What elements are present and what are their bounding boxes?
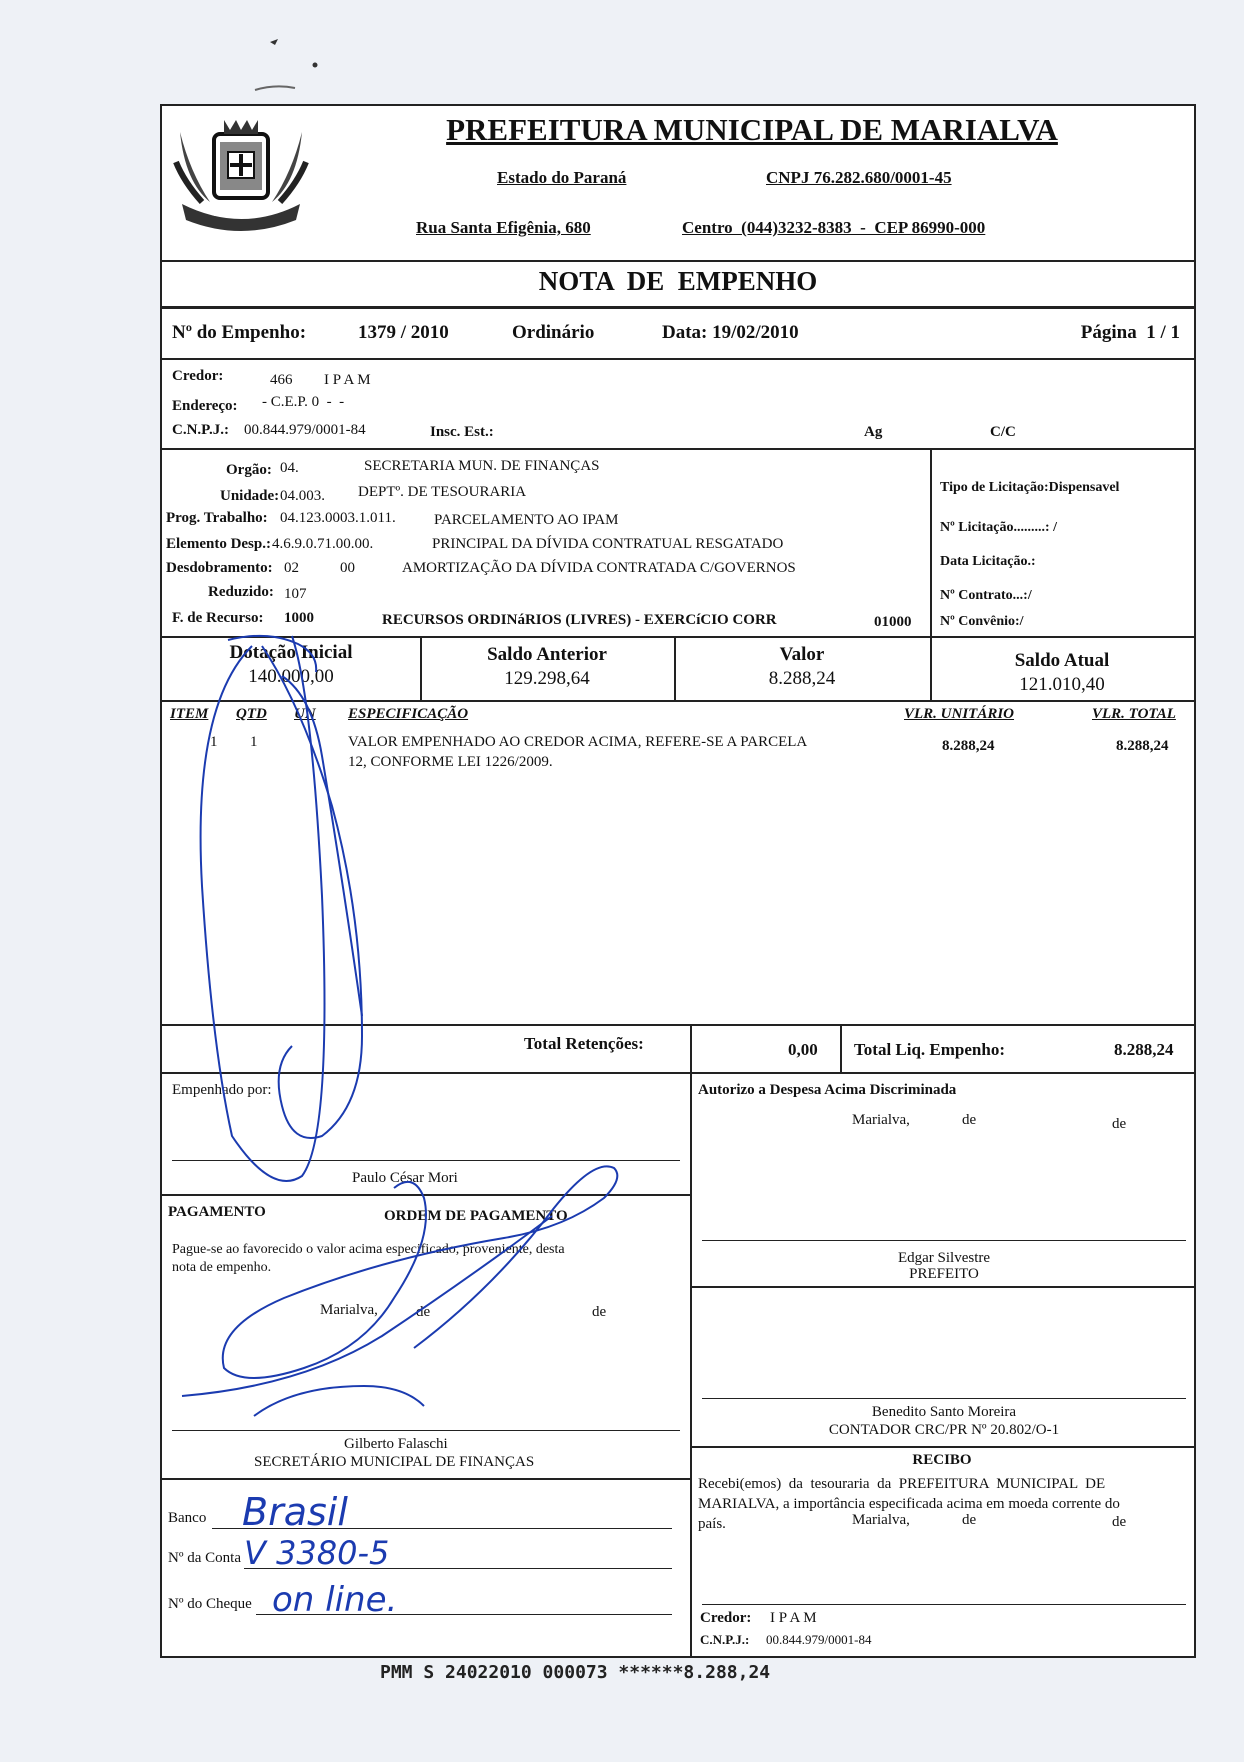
recurso-label: F. de Recurso:: [172, 610, 264, 626]
dotacao-label: Dotação Inicial: [229, 642, 353, 663]
autorizo-de-2: de: [1112, 1116, 1127, 1132]
pagamento-label: PAGAMENTO: [168, 1204, 266, 1220]
contador-role: CONTADOR CRC/PR Nº 20.802/O-1: [828, 1422, 1060, 1438]
nota-de-empenho-document: [160, 104, 1196, 1658]
numero-convenio: Nº Convênio:/: [940, 614, 1024, 629]
recibo-de-1: de: [962, 1512, 977, 1528]
district-phone-cep: Centro (044)3232-8383 - CEP 86990-000: [682, 218, 986, 237]
autorizo-label: Autorizo a Despesa Acima Discriminada: [698, 1082, 957, 1098]
prefeito-name: Edgar Silvestre: [897, 1250, 991, 1266]
empenho-type: Ordinário: [512, 322, 595, 343]
ag-label: Ag: [864, 424, 883, 440]
recibo-de-2: de: [1112, 1514, 1127, 1530]
pagamento-text-line-1: Pague-se ao favorecido o valor acima especificado, proveniente, desta: [172, 1242, 565, 1257]
recibo-credor-label: Credor:: [700, 1610, 752, 1626]
empenhado-por-name: Paulo César Mori: [352, 1170, 458, 1186]
ink-signatures: [162, 106, 1194, 1656]
contador-name: Benedito Santo Moreira: [871, 1404, 1017, 1420]
recibo-cnpj-label: C.N.P.J.:: [700, 1632, 750, 1647]
recurso-code-2: 01000: [874, 614, 912, 630]
page-title: PREFEITURA MUNICIPAL DE MARIALVA: [446, 112, 1058, 147]
data-licitacao: Data Licitação.:: [940, 554, 1036, 569]
insc-est-label: Insc. Est.:: [430, 424, 494, 440]
page-number: Página 1 / 1: [1080, 322, 1180, 343]
reduzido-label: Reduzido:: [208, 584, 274, 600]
credor-label: Credor:: [172, 368, 224, 384]
empenhado-por-label: Empenhado por:: [172, 1082, 272, 1098]
orgao-label: Orgão:: [226, 462, 272, 478]
col-un: UN: [294, 706, 316, 722]
elemento-code: 4.6.9.0.71.00.00.: [272, 536, 374, 552]
cheque-label: Nº do Cheque: [168, 1596, 252, 1612]
secretario-name: Gilberto Falaschi: [344, 1436, 448, 1452]
saldo-atual-label: Saldo Atual: [1014, 650, 1110, 671]
ordem-pagamento-label: ORDEM DE PAGAMENTO: [384, 1208, 568, 1224]
item-spec-line-1: VALOR EMPENHADO AO CREDOR ACIMA, REFERE-SE A PARCELA: [348, 734, 808, 750]
elemento-name: PRINCIPAL DA DÍVIDA CONTRATUAL RESGATADO: [432, 536, 784, 552]
dotacao-value: 140.000,00: [248, 666, 334, 687]
saldo-anterior-label: Saldo Anterior: [487, 644, 607, 665]
item-number: 1: [210, 734, 218, 750]
pagamento-de-1: de: [416, 1304, 431, 1320]
credor-cnpj: 00.844.979/0001-84: [244, 422, 366, 438]
cc-label: C/C: [990, 424, 1016, 440]
col-vlr-unitario: VLR. UNITÁRIO: [904, 706, 1015, 722]
recibo-credor-name: I P A M: [770, 1610, 817, 1626]
address-prefeitura: Rua Santa Efigênia, 680: [416, 218, 591, 237]
autorizo-place: Marialva,: [852, 1112, 910, 1128]
prog-label: Prog. Trabalho:: [166, 510, 268, 526]
item-qtd: 1: [250, 734, 258, 750]
orgao-name: SECRETARIA MUN. DE FINANÇAS: [364, 458, 600, 474]
banco-handwritten: Brasil: [242, 1490, 348, 1534]
paper-specks: [240, 30, 360, 100]
liquido-value: 8.288,24: [1114, 1040, 1174, 1059]
retencoes-label: Total Retenções:: [524, 1034, 644, 1053]
tipo-licitacao: Tipo de Licitação:Dispensavel: [940, 480, 1120, 495]
numero-contrato: Nº Contrato...:/: [940, 588, 1032, 603]
pagamento-place: Marialva,: [320, 1302, 378, 1318]
emblem-ribbon-text: MARIALVA: [214, 208, 268, 219]
cnpj-prefeitura: CNPJ 76.282.680/0001-45: [766, 168, 952, 187]
recurso-name: RECURSOS ORDINáRIOS (LIVRES) - EXERCíCIO CORR: [382, 612, 777, 628]
state-name: Estado do Paraná: [497, 168, 627, 187]
col-item: ITEM: [170, 706, 209, 722]
secretario-role: SECRETÁRIO MUNICIPAL DE FINANÇAS: [254, 1454, 535, 1470]
recibo-place: Marialva,: [852, 1512, 910, 1528]
col-vlr-total: VLR. TOTAL: [1092, 706, 1176, 722]
desdobramento-code-1: 02: [284, 560, 299, 576]
reduzido-value: 107: [284, 586, 307, 602]
retencoes-value: 0,00: [788, 1040, 818, 1059]
desdobramento-name: AMORTIZAÇÃO DA DÍVIDA CONTRATADA C/GOVERNOS: [402, 560, 796, 576]
unidade-code: 04.003.: [280, 488, 325, 504]
valor-value: 8.288,24: [768, 668, 836, 689]
col-especificacao: ESPECIFICAÇÃO: [348, 706, 469, 722]
desdobramento-label: Desdobramento:: [166, 560, 273, 576]
elemento-label: Elemento Desp.:: [166, 536, 271, 552]
recibo-cnpj: 00.844.979/0001-84: [766, 1632, 872, 1647]
cheque-handwritten: on line.: [272, 1580, 398, 1620]
empenho-number: 1379 / 2010: [358, 322, 449, 343]
liquido-label: Total Liq. Empenho:: [854, 1040, 1005, 1059]
recibo-text-line-3: país.: [698, 1516, 726, 1532]
prog-name: PARCELAMENTO AO IPAM: [434, 512, 619, 528]
prefeito-role: PREFEITO: [909, 1266, 979, 1282]
endereco-label: Endereço:: [172, 398, 238, 414]
conta-handwritten: V 3380-5: [244, 1534, 390, 1572]
recurso-code: 1000: [284, 610, 314, 626]
item-vlr-unitario: 8.288,24: [942, 738, 995, 754]
doc-title: NOTA DE EMPENHO: [538, 266, 818, 296]
payment-stamp: PMM S 24022010 000073 ******8.288,24: [380, 1662, 771, 1683]
col-qtd: QTD: [236, 706, 267, 722]
prog-code: 04.123.0003.1.011.: [280, 510, 396, 526]
saldo-atual-value: 121.010,40: [1019, 674, 1105, 695]
credor-code: 466: [270, 372, 293, 388]
pagamento-de-2: de: [592, 1304, 607, 1320]
numero-licitacao: Nº Licitação.........: /: [940, 520, 1057, 535]
autorizo-de-1: de: [962, 1112, 977, 1128]
item-spec-line-2: 12, CONFORME LEI 1226/2009.: [348, 754, 553, 770]
orgao-code: 04.: [280, 460, 299, 476]
empenho-date: Data: 19/02/2010: [662, 322, 799, 343]
unidade-name: DEPTº. DE TESOURARIA: [358, 484, 527, 500]
empenho-number-label: Nº do Empenho:: [172, 322, 307, 343]
unidade-label: Unidade:: [220, 488, 280, 504]
valor-label: Valor: [779, 644, 825, 665]
recibo-label: RECIBO: [912, 1452, 972, 1468]
cnpj-label: C.N.P.J.:: [172, 422, 229, 438]
credor-name: I P A M: [324, 372, 371, 388]
pagamento-text-line-2: nota de empenho.: [172, 1260, 272, 1275]
recibo-text-line-2: MARIALVA, a importância especificada acima em moeda corrente do: [698, 1496, 1120, 1512]
item-vlr-total: 8.288,24: [1116, 738, 1169, 754]
desdobramento-code-2: 00: [340, 560, 355, 576]
recibo-text-line-1: Recebi(emos) da tesouraria da PREFEITURA MUNICIPAL DE: [698, 1476, 1106, 1492]
banco-label: Banco: [168, 1510, 207, 1526]
saldo-anterior-value: 129.298,64: [504, 668, 590, 689]
credor-address: - C.E.P. 0 - -: [262, 394, 345, 410]
conta-label: Nº da Conta: [168, 1550, 241, 1566]
